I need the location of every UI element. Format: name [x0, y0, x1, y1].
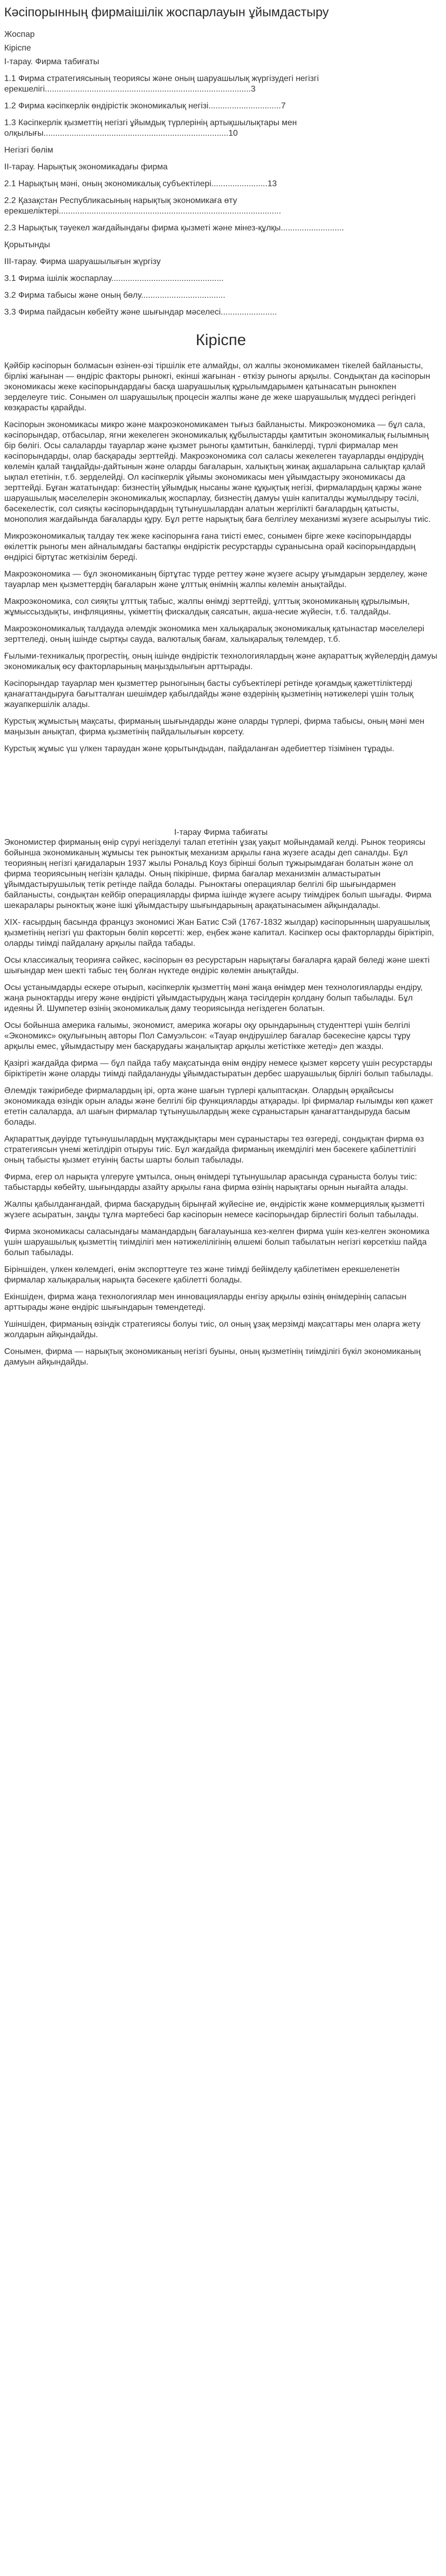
toc-item: 1.2 Фирма кәсіпкерлік өндірістік экономикалық негізі...............................7: [4, 101, 286, 110]
chapter-section: [4, 837, 438, 1368]
chapter-paragraph: Осы бойынша америка ғалымы, экономист, америка жоғары оқу орындарының студенттері үшін белгілі «Экономикс» оқулығының авторы Пол Самуэльсон: «Тауар өндірушілер бағалар бәсекесіне қарсы тұру арқылы емес, ұйымдастыру мен басқарудағы жаңалықтар арқылы жетістікке жетеді» деп жазды.: [4, 1021, 411, 1051]
chapter-paragraph: Жалпы қабылданғандай, фирма басқарудың бірыңғай жүйесіне ие, өндірістік және коммерциялық қызметті жүзеге асыратын, заңды тұлға мәртебесі бар кәсіпорын немесе кәсіпорындар бірлестігі болып табылады.: [4, 1199, 425, 1219]
chapter-footer-text: Сонымен, фирма — нарықтық экономиканың негізгі буыны, оның қызметінің тиімділігі бүкіл экономиканың дамуын айқындайды.: [4, 1347, 421, 1367]
toc-item: Қорытынды: [4, 240, 51, 249]
toc-item: I-тарау. Фирма табиғаты: [4, 57, 100, 66]
intro-paragraph: Қәйбір кәсіпорын болмасын өзінен-өзі тіршілік ете алмайды, ол жалпы экономикамен тікелей байланысты, бірлікі жағынан — өндіріс факторы рынокгі, екінші жағынан - өткізу рыногы арқылы. Сондықтан да кәсіпорын экономикасы жеке кәсіпорындардағы басқа шаруашылық құрылымдарымен қатынасатын рынокпен зерделеуге тиіс. Сонымен ол шаруашылық процесін жалпы және де жеке шаруашылық мүддесі регіндегі көзқарасты қарайды.: [4, 361, 430, 412]
chapter-paragraph: Әлемдік тәжірибеде фирмалардың ірі, орта және шағын түрлері қалыптасқан. Олардың әрқайсысы экономикада өзіндік орын алады және белгілі бір функцияларды атқарады. Ірі фирмалар ғылымды көп қажет ететін салаларда, ал шағын фирмалар тұтынушылардың жеке сұраныстарын қанағаттандыруда басым болады.: [4, 1086, 433, 1127]
chapter-paragraph: Біріншіден, үлкен көлемдегі, өнім экспорттеуге тез және тиімді бейімделу қабілетімен ерекшеленетін фирмалар халықаралық нарықта бәсекеге қабілетті болады.: [4, 1265, 400, 1285]
toc-item: 3.1 Фирма ішілік жоспарлау................................................: [4, 274, 224, 283]
intro-paragraph: Курстық жұмыстың мақсаты, фирманың шығындарды және оларды түрлері, фирма табысы, оның мәні мен маңызын анықтап, фирма қызметінің пайдалылығын көрсету.: [4, 716, 424, 736]
toc-item: Негізгі бөлім: [4, 145, 53, 155]
toc-item: 1.3 Кәсіпкерлік қызметтің негізгі ұйымдық түрлерінің артықшылықтары мен олқылығы...............................................................................10: [4, 118, 297, 138]
chapter-paragraph: Осы ұстанымдарды ескере отырып, кәсіпкерлік қызметтің мәні жаңа өнімдер мен технологияларды ендіру, жаңа рыноктарды игеру және өндірісті ұйымдастырудың жаңа тәсілдерін қолдану болып табылады. Бұл идеяны Й. Шумпетер өзінің экономикалық даму теориясында негіздеген болатын.: [4, 983, 423, 1013]
toc-item: 2.1 Нарықтың мәні, оның экономикалық субъектілері........................13: [4, 179, 277, 188]
table-of-contents: [4, 29, 438, 318]
toc-item: II-тарау. Нарықтық экономикадағы фирма: [4, 162, 168, 171]
toc-item: 2.2 Қазақстан Республикасының нарықтық экономикаға өту ерекшеліктері...............................................................................................: [4, 196, 281, 216]
chapter-paragraph: Фирма экономикасы саласындағы мамандардың бағалауынша кез-келген фирма үшін кез-келген экономика үшін шаруашылық қызметтің тиімділігі мен нәтижелілігінің өлшемі болып табылатын негізгі көрсеткіш пайда болып табылады.: [4, 1227, 430, 1257]
chapter-paragraph: Қазіргі жағдайда фирма — бұл пайда табу мақсатында өнім өндіру немесе қызмет көрсету үшін ресурстарды біріктіретін және оларды тиімді пайдалануды ұйымдастыратын дербес шаруашылық бірлігі болып табылады.: [4, 1058, 433, 1078]
document-title: Кәсіпорынның фирмаішілік жоспарлауын ұйымдастыру: [4, 5, 329, 19]
intro-paragraph: Макроэкономика, сол сияқты ұлттық табыс, жалпы өнімді зерттейді, ұлттық экономиканың құрылымын, жұмыссыздықты, инфляцияны, үкіметтің фискалдық саясатын, ақша-несие жүйесін, т.б. талдайды.: [4, 597, 410, 617]
toc-item: Жоспар: [4, 29, 35, 39]
chapter-paragraph: Екіншіден, фирма жаңа технологиялар мен инновацияларды енгізу арқылы өзінің өнімдерінің сапасын арттырады және өндіріс шығындарын төмендетеді.: [4, 1292, 407, 1312]
intro-paragraph: Ғылыми-техникалық прогрестің, оның ішінде өндірістік технологиялардың және ақпараттық жүйелердің дамуы экономикалық өсу факторларының маңыздылығын арттырады.: [4, 651, 438, 671]
chapter-paragraph: Ақпараттық дәуірде тұтынушылардың мұқтаждықтары мен сұраныстары тез өзгереді, сондықтан фирма өз стратегиясын үнемі жетілдіріп отыруы тиіс. Бұл жағдайда фирманың икемділігі мен бәсекеге қабілеттілігі оның табысты қызмет етуінің басты шарты болып табылады.: [4, 1134, 424, 1165]
toc-item: 2.3 Нарықтық тәуекел жағдайындағы фирма қызметі және мінез-құлқы...........................: [4, 223, 344, 233]
intro-paragraph: Кәсіпорындар тауарлар мен қызметтер рыногының басты субъектілері ретінде қоғамдық қажеттіліктерді қанағаттандыруға бағытталған шешімдер қабылдайды және өздерінің қызметінің нәтижелері үшін толық жауапкершілік алады.: [4, 679, 413, 709]
intro-paragraph: Микроэкономикалық талдау тек жеке кәсіпорынға ғана тиісті емес, сонымен бірге жеке кәсіпорындарды өкілеттік рыногы мен айналымдағы бастапқы өндірістік ресурстарды сұранысына орай кәсіпорындардың өндірісі біртұтас жеткізілім береді.: [4, 531, 416, 562]
intro-paragraph: Курстық жұмыс үш үлкен тараудан және қорытындыдан, пайдаланған әдебиеттер тізімінен тұрады.: [4, 744, 394, 753]
toc-item: Кіріспе: [4, 43, 31, 53]
chapter-paragraph: Экономистер фирманың өнір сүруі негізделуі талап ететінін ұзақ уақыт мойындамай келді. Рынок теориясы бойынша экономиканың жұмысы тек рыноктық механизм арқылы ғана жүзеге асады деп саналды. Бұл теорияның негізгі қағидаларын 1937 жылы Рональд Коуз бірінші болып тұжырымдаған болатын және ол фирма теориясының негізін қалады. Оның пікірінше, фирма бағалар механизмін алмастыратын ұйымдастырушылық тетік ретінде пайда болады. Рыноктағы операциялар белгілі бір шығындармен байланысты, сондықтан кейбір операцияларды фирма ішінде жүзеге асыру тиімдірек болып шығады. Фирма шекаралары рыноктық және ішкі ұйымдастыру шығындарының арақатынасымен айқындалады.: [4, 837, 432, 910]
toc-item: III-тарау. Фирма шаруашылығын жүргізу: [4, 257, 161, 266]
chapter-paragraph: XIX- ғасырдың басында француз экономисі Жан Батис Сэй (1767-1832 жылдар) кәсіпорынның шаруашылық қызметінің негізгі үш факторын бөліп көрсетті: жер, еңбек және капитал. Кәсіпкер осы факторларды біріктіріп, оларды тиімді пайдалану арқылы пайда табады.: [4, 917, 434, 948]
intro-paragraph: Макроэкономика — бұл экономиканың біртұтас түрде реттеу және жүзеге асыру ұғымдарын зерделеу, және тауарлар мен қызметтердің бағаларын және ұлттық өнімнің жалпы көлемін анықтайды.: [4, 569, 428, 589]
chapter-heading: I-тарау Фирма табиғаты: [174, 827, 268, 837]
intro-paragraph: Кәсіпорын экономикасы микро және макроэкономикамен тығыз байланысты. Микроэкономика — бұл сала, кәсіпорындар, отбасылар, ягни жекелеген экономикалық құбылыстарды қамтитын экономикалық ғылымның бір бөлігі. Осы салаларды тауарлар және қызмет рыногы қамтитын, банкілерді, түрлі фирмалар мен кәсіпорындарды, олар басқарады зерттейді. Макроэкономика сол саласы жекелеген тауарларды өндірудің көлемін қалай таңдайды-дайтынын және оларды бағаларын, халықтың жинақ ақшаларына салықтар қалай ықпал ететінін, т.б. зерделейді. Ол кәсіпкерлік ұйымы экономикасы мен ұйымдастыру экономикасы да зерттейді. Бұған жататындар: бизнестің ұйымдық нысаны және құқықтық негізі, фирмалардың қаржы және шаруашылық мәселелерін экономикалық жоспарлау, бизнестің дамуы үшін капиталды жұмылдыру тәсілі, бәсекелестік, сол сияқты кәсіпорындардың тұтынушылардан алатын жергілікті бағалардың қатысты, монополия жағдайында бағаларды құру. Бұл ретте нарықтық баға белгілеу механизмі жүзеге асырылуы тиіс.: [4, 420, 431, 524]
toc-item: 3.3 Фирма пайдасын көбейту және шығындар мәселесі........................: [4, 307, 277, 317]
toc-item: 3.2 Фирма табысы және оның бөлу....................................: [4, 290, 225, 300]
toc-item: 1.1 Фирма стратегиясының теориясы және оның шаруашылық жүргізудегі негізгі ерекшелігі........................................................................................3: [4, 74, 319, 94]
chapter-paragraph: Осы классикалық теорияға сәйкес, кәсіпорын өз ресурстарын нарықтағы бағаларға қарай бөледі және шекті шығындар мен шекті табыс тең болған нүктеде өндіріс көлемін анықтайды.: [4, 955, 430, 975]
chapter-paragraph: Үшіншіден, фирманың өзіндік стратегиясы болуы тиіс, ол оның ұзақ мерзімді мақсаттары мен оларға жету жолдарын айқындайды.: [4, 1319, 421, 1339]
intro-heading: Кіріспе: [195, 331, 246, 349]
chapter-paragraph: Фирма, егер ол нарықта үлгеруге ұмтылса, оның өнімдері тұтынушылар арасында сұраныста болуы тиіс: табыстарды көбейту, шығындарды азайту арқылы ғана фирма өзінің нарықтағы орнын нығайта алады.: [4, 1172, 418, 1192]
intro-paragraph: Макроэкономикалық талдауда әлемдік экономика мен халықаралық экономикалық қатынастар мәселелері зерттеледі, оның ішінде сыртқы сауда, валюталық бағам, халықаралық төлемдер, т.б.: [4, 624, 424, 644]
intro-section: [4, 361, 438, 754]
